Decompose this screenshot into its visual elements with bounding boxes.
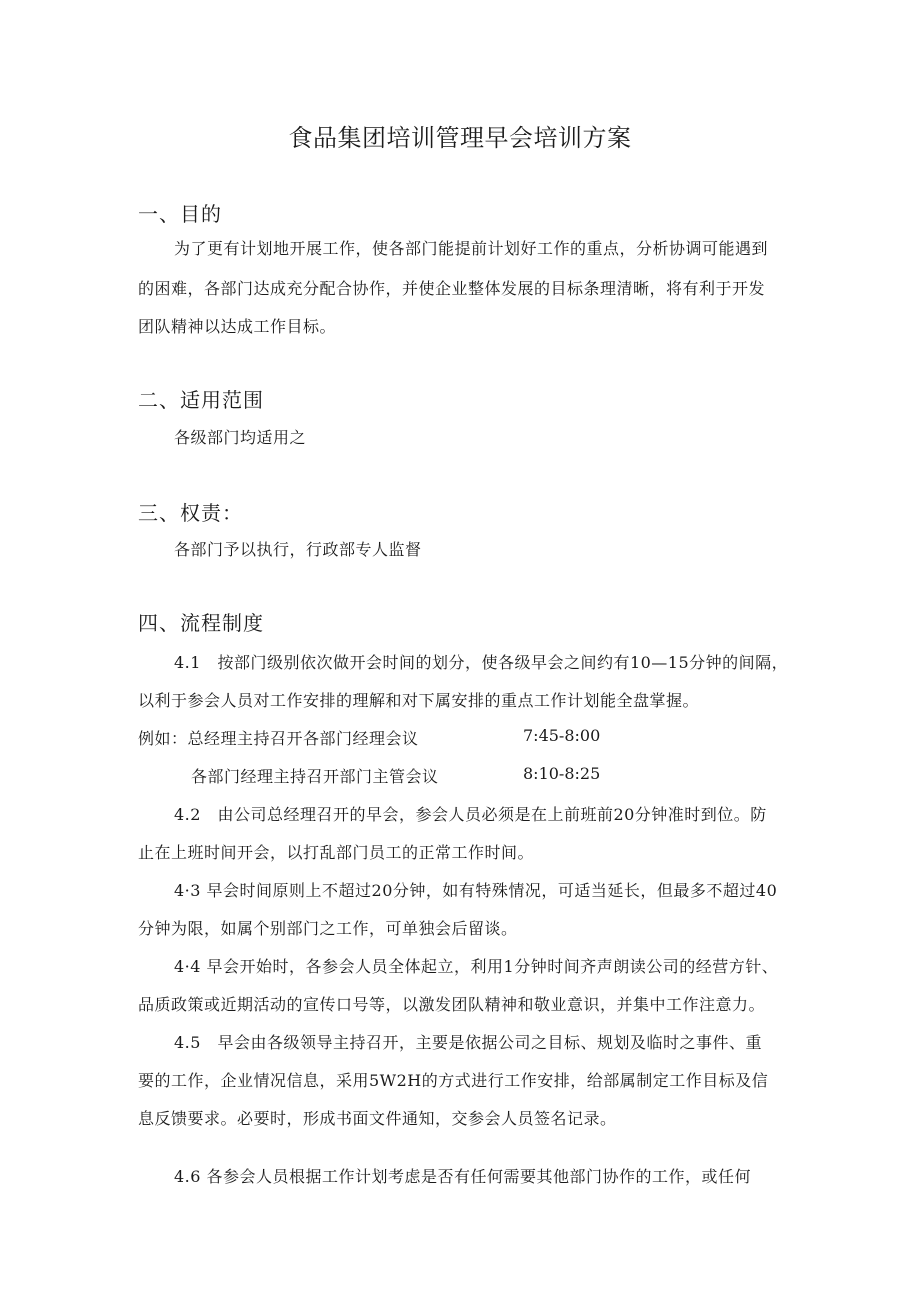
paragraph-line: 要的工作，企业情况信息，采用5W2H的方式进行工作安排，给部属制定工作目标及信 [138,1071,769,1090]
paragraph-line: 各级部门均适用之 [174,428,307,447]
paragraph-line: 止在上班时间开会，以打乱部门员工的正常工作时间。 [138,843,535,862]
paragraph-line: 4·3 早会时间原则上不超过20分钟，如有特殊情况，可适当延长，但最多不超过40 [174,881,778,900]
example-time: 8:10-8:25 [523,764,601,783]
paragraph-line: 息反馈要求。必要时，形成书面文件通知，交参会人员签名记录。 [138,1109,617,1128]
paragraph-line: 4.5 早会由各级领导主持召开，主要是依据公司之目标、规划及临时之事件、重 [174,1033,762,1052]
paragraph-line: 4.1 按部门级别依次做开会时间的划分，使各级早会之间约有10—15分钟的间隔， [174,653,789,672]
paragraph-line: 分钟为限，如属个别部门之工作，可单独会后留谈。 [138,919,518,938]
paragraph-line: 为了更有计划地开展工作，使各部门能提前计划好工作的重点，分析协调可能遇到 [174,239,769,258]
paragraph-line: 的困难，各部门达成充分配合协作，并使企业整体发展的目标条理清晰，将有利于开发 [138,279,766,298]
example-label: 各部门经理主持召开部门主管会议 [191,767,439,786]
paragraph-line: 品质政策或近期活动的宣传口号等，以激发团队精神和敬业意识，并集中工作注意力。 [138,995,766,1014]
paragraph-line: 4.6 各参会人员根据工作计划考虑是否有任何需要其他部门协作的工作，或任何 [174,1167,752,1186]
paragraph-line: 团队精神以达成工作目标。 [138,317,337,336]
example-time: 7:45-8:00 [523,726,601,745]
paragraph-line: 各部门予以执行，行政部专人监督 [174,540,422,559]
document-title: 食品集团培训管理早会培训方案 [288,124,632,152]
example-label: 例如：总经理主持召开各部门经理会议 [138,729,419,748]
section-heading-purpose: 一、目的 [138,202,222,226]
paragraph-line: 4.2 由公司总经理召开的早会，参会人员必须是在上前班前20分钟准时到位。防 [174,805,767,824]
paragraph-line: 4·4 早会开始时，各参会人员全体起立，利用1分钟时间齐声朗读公司的经营方针、 [174,957,779,976]
section-heading-scope: 二、适用范围 [138,388,264,412]
section-heading-responsibility: 三、权责： [138,501,243,525]
section-heading-process: 四、流程制度 [138,611,264,635]
paragraph-line: 以利于参会人员对工作安排的理解和对下属安排的重点工作计划能全盘掌握。 [138,691,700,710]
